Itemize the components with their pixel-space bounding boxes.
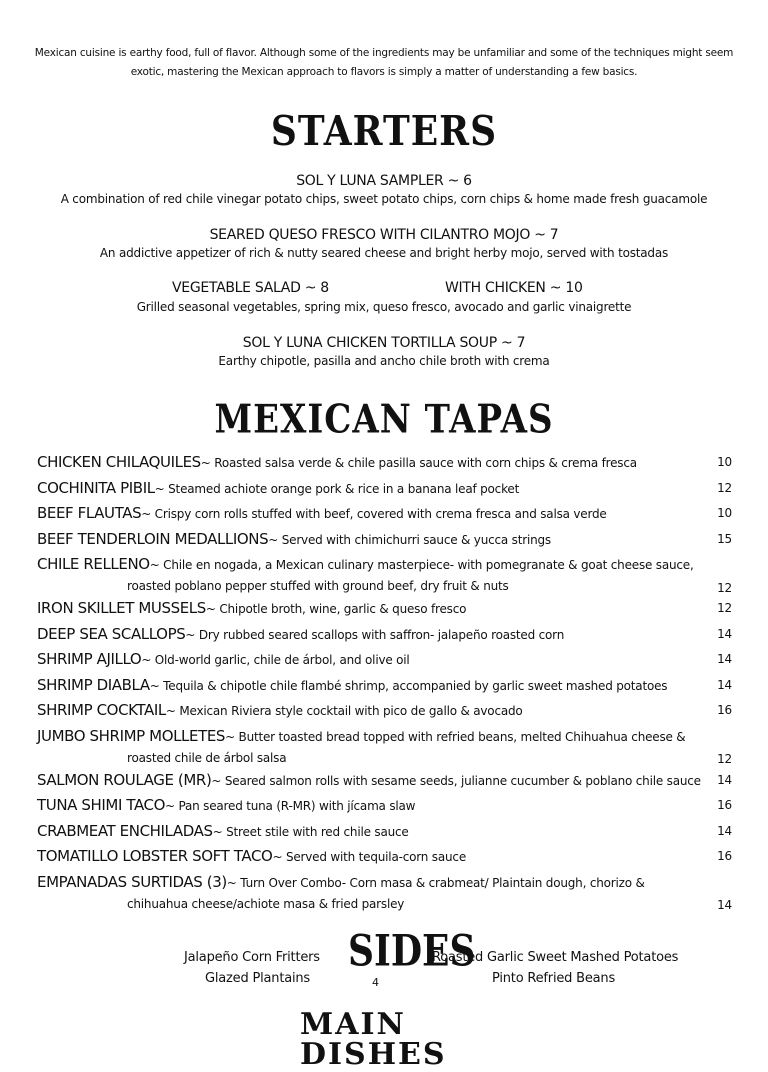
tapa-price: 14	[717, 772, 732, 787]
tapas-list	[37, 450, 735, 914]
tapa-item	[37, 450, 735, 476]
tapa-item	[37, 724, 735, 768]
tapa-item	[37, 501, 735, 527]
tapa-desc: ~ Steamed achiote orange pork & rice in a banana leaf pocket	[154, 481, 520, 496]
tapa-name: SALMON ROULAGE (MR)	[37, 770, 212, 789]
tapa-item	[37, 819, 735, 845]
tapa-name: CHICKEN CHILAQUILES	[37, 453, 201, 471]
tapa-price: 14	[717, 652, 732, 666]
starter-desc: Grilled seasonal vegetables, spring mix, queso fresco, avocado and garlic vinaigrette	[136, 300, 632, 314]
next-section-title-cropped	[300, 1007, 470, 1072]
tapa-desc: ~ Seared salmon rolls with sesame seeds, julianne cucumber & poblano chile sauce	[211, 773, 701, 788]
side-item: Pinto Refried Beans	[492, 971, 616, 986]
tapa-item	[37, 527, 735, 553]
next-section-title: MAIN DISHES	[300, 1007, 447, 1072]
starter-item	[0, 280, 768, 316]
tapa-name: EMPANADAS SURTIDAS (3)	[37, 872, 227, 891]
side-item: Glazed Plantains	[205, 971, 311, 986]
tapa-price: 16	[717, 798, 732, 812]
starter-desc: An addictive appetizer of rich & nutty seared cheese and bright herby mojo, served with tostadas	[99, 246, 669, 260]
tapa-desc: ~ Butter toasted bread topped with refried beans, melted Chihuahua cheese &	[225, 729, 686, 744]
tapa-desc-continued: roasted chile de árbol salsa	[127, 750, 287, 765]
tapa-item	[37, 622, 735, 648]
starter-name-variant: WITH CHICKEN ~ 10	[445, 280, 583, 296]
tapa-desc-continued: chihuahua cheese/achiote masa & fried parsley	[127, 896, 405, 911]
tapa-item	[37, 476, 735, 502]
page-number: 4	[372, 976, 379, 989]
tapa-price: 10	[717, 455, 732, 469]
tapa-name: TUNA SHIMI TACO	[37, 796, 166, 814]
tapa-desc: ~ Street stile with red chile sauce	[212, 824, 409, 839]
tapa-desc: ~ Roasted salsa verde & chile pasilla sauce with corn chips & crema fresca	[200, 456, 637, 470]
tapa-price: 15	[717, 531, 732, 546]
tapa-name: JUMBO SHRIMP MOLLETES	[37, 726, 226, 745]
tapa-name: DEEP SEA SCALLOPS	[37, 624, 186, 643]
tapa-price: 16	[717, 849, 732, 863]
tapa-item	[37, 768, 735, 794]
tapa-name: COCHINITA PIBIL	[37, 478, 155, 497]
side-item: Roasted Garlic Sweet Mashed Potatoes	[432, 950, 679, 965]
starters-title: STARTERS	[270, 106, 498, 156]
tapa-price: 10	[717, 506, 732, 520]
starter-name: VEGETABLE SALAD ~ 8	[172, 280, 329, 296]
tapa-item	[37, 844, 735, 870]
tapa-desc: ~ Dry rubbed seared scallops with saffron- jalapeño roasted corn	[185, 627, 565, 642]
tapa-name: TOMATILLO LOBSTER SOFT TACO	[37, 847, 273, 865]
tapa-name: BEEF FLAUTAS	[37, 504, 142, 522]
tapa-item	[37, 870, 735, 914]
tapa-item	[37, 552, 735, 596]
intro-text: Mexican cuisine is earthy food, full of flavor. Although some of the ingredients may be unfamiliar and some of the techniques might seem exotic, mastering the Mexican approach to flavors is simply a matter of understanding a few basics.	[34, 47, 734, 78]
tapa-desc: ~ Pan seared tuna (R-MR) with jícama slaw	[165, 799, 416, 813]
tapa-price: 12	[717, 480, 732, 495]
tapa-desc: ~ Chipotle broth, wine, garlic & queso fresco	[205, 602, 467, 616]
tapa-item	[37, 673, 735, 699]
starter-name: SOL Y LUNA SAMPLER ~ 6	[296, 173, 472, 189]
tapa-desc: ~ Chile en nogada, a Mexican culinary masterpiece- with pomegranate & goat cheese sauce,	[149, 558, 694, 572]
tapa-name: SHRIMP AJILLO	[37, 650, 142, 668]
tapa-price: 14	[717, 898, 732, 912]
starter-item	[0, 226, 768, 262]
tapa-price: 16	[717, 703, 732, 717]
tapas-title: MEXICAN TAPAS	[214, 397, 554, 443]
tapa-desc: ~ Crispy corn rolls stuffed with beef, covered with crema fresca and salsa verde	[141, 507, 607, 521]
sides-title: SIDES	[348, 925, 476, 977]
tapa-item	[37, 793, 735, 819]
tapa-name: SHRIMP DIABLA	[37, 675, 150, 694]
starter-item	[0, 172, 768, 208]
starter-name: SEARED QUESO FRESCO WITH CILANTRO MOJO ~ 7	[209, 227, 559, 243]
tapa-desc: ~ Turn Over Combo- Corn masa & crabmeat/ Plaintain dough, chorizo &	[226, 875, 645, 890]
tapa-item	[37, 698, 735, 724]
side-item: Jalapeño Corn Fritters	[184, 950, 320, 965]
tapa-price: 12	[717, 601, 732, 615]
tapa-desc: ~ Served with tequila-corn sauce	[272, 850, 466, 864]
tapa-desc-continued: roasted poblano pepper stuffed with ground beef, dry fruit & nuts	[127, 579, 509, 593]
tapa-item	[37, 647, 735, 673]
tapa-name: CHILE RELLENO	[37, 555, 150, 573]
tapa-price: 12	[717, 580, 732, 595]
tapa-price: 14	[717, 626, 732, 641]
tapa-desc: ~ Served with chimichurri sauce & yucca strings	[268, 532, 551, 547]
tapa-name: CRABMEAT ENCHILADAS	[37, 821, 213, 840]
starter-desc: A combination of red chile vinegar potato chips, sweet potato chips, corn chips & home made fresh guacamole	[60, 192, 708, 206]
tapa-price: 12	[717, 752, 732, 766]
tapa-desc: ~ Old-world garlic, chile de árbol, and olive oil	[141, 653, 410, 667]
starter-desc: Earthy chipotle, pasilla and ancho chile broth with crema	[218, 354, 550, 368]
tapa-desc: ~ Tequila & chipotle chile flambé shrimp, accompanied by garlic sweet mashed potatoes	[149, 678, 668, 693]
tapa-price: 14	[717, 677, 732, 692]
tapa-item	[37, 596, 735, 622]
starter-item	[0, 334, 768, 370]
tapa-name: BEEF TENDERLOIN MEDALLIONS	[37, 529, 269, 548]
tapa-desc: ~ Mexican Riviera style cocktail with pico de gallo & avocado	[165, 704, 523, 718]
tapa-name: SHRIMP COCKTAIL	[37, 701, 166, 719]
tapa-name: IRON SKILLET MUSSELS	[37, 599, 206, 617]
starter-name: SOL Y LUNA CHICKEN TORTILLA SOUP ~ 7	[242, 335, 526, 351]
tapa-price: 14	[717, 823, 732, 838]
